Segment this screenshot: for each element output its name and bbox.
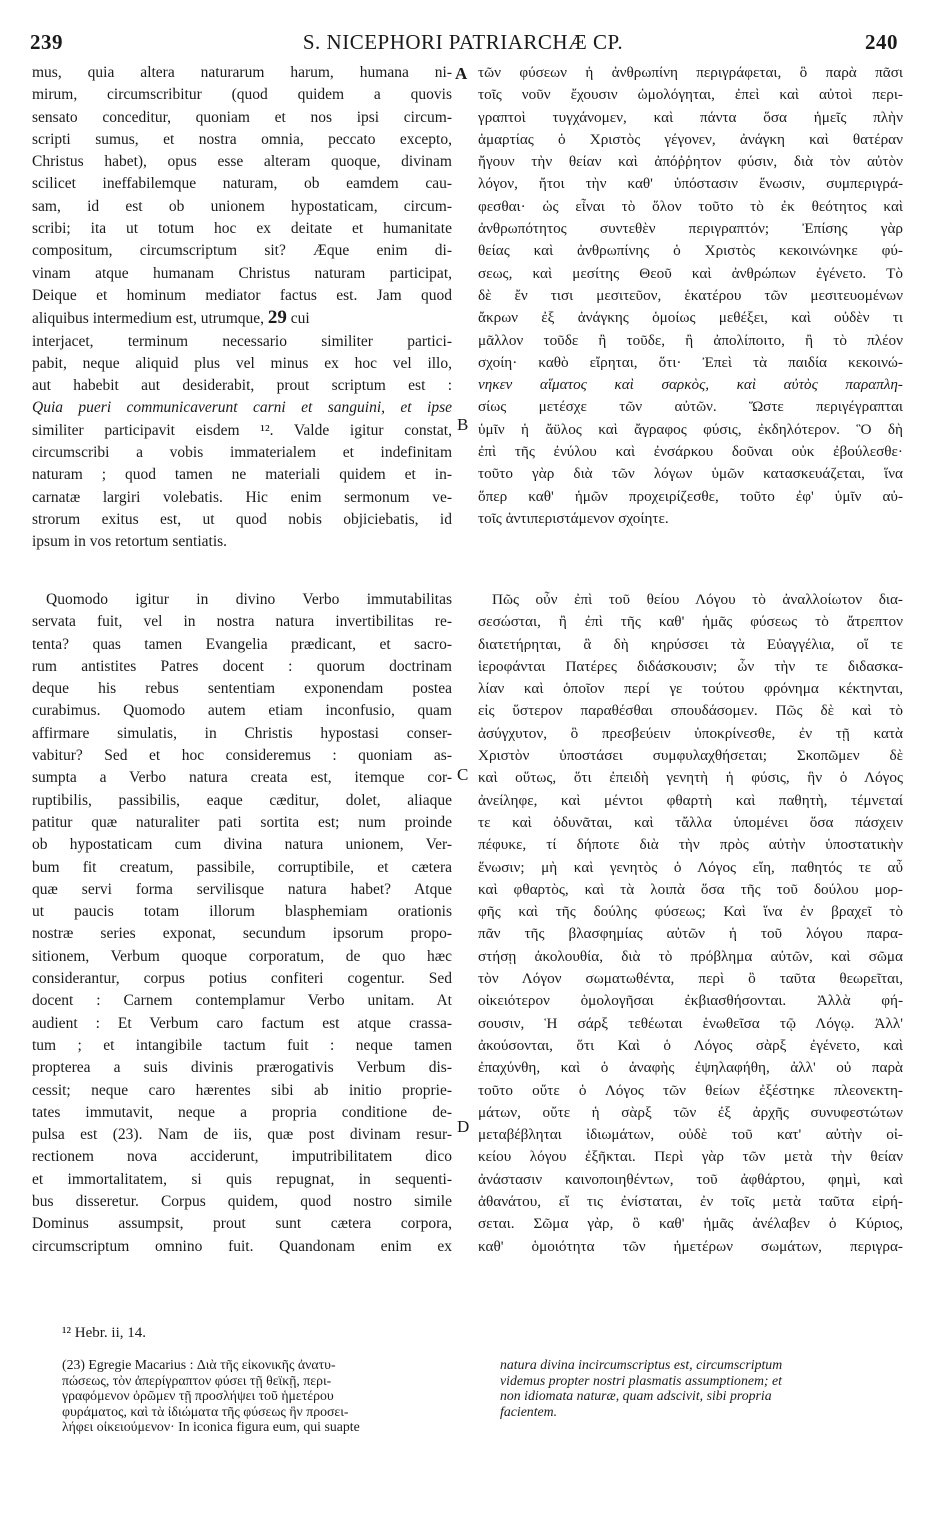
text-line: ut paucis totam illorum blasphemiam orationis: [32, 903, 452, 921]
note-line: (23) Egregie Macarius : Διὰ τῆς εἰκονικῆς ἀνατυ-: [62, 1357, 336, 1372]
text-line: Πῶς οὖν ἐπὶ τοῦ θείου Λόγου τὸ ἀναλλοίωτον δια-: [492, 591, 903, 608]
text-line: patitur quæ naturaliter pati sortita est; num proinde: [32, 813, 452, 831]
note-23-right: [500, 1357, 900, 1419]
margin-marker-a: A: [455, 64, 468, 83]
text-line: ἤγουν τὴν θείαν καὶ ἀπόῤῥητον φύσιν, διὰ τὸν αὐτὸν: [478, 153, 903, 171]
text-line: κείου λόγου ἐξῆκται. Περὶ γὰρ τῶν μετὰ τὴν θείαν: [478, 1148, 903, 1166]
text-line: καθ' ὁμοιότητα τῶν ἡμετέρων σωμάτων, περιγρα-: [478, 1237, 903, 1255]
text-line: bum fit creatum, passibile, corruptibile, et cætera: [32, 858, 452, 876]
margin-marker-b: B: [457, 415, 469, 434]
text-line: τὸν Λόγον σωματωθέντα, περὶ ὃ ταῦτα θεωρεῖται,: [478, 970, 903, 988]
text-line: σεσώσται, ἢ ἐπὶ τῆς καθ' ἡμᾶς φύσεως τὸ ἄτρεπτον: [478, 613, 903, 631]
page-number-right: 240: [865, 30, 898, 54]
text-line: τοῖς νοῦν ἔχουσιν ὡμολόγηται, ἐπεὶ καὶ αὐτοὶ περι-: [478, 86, 903, 104]
text-line: σουσιν, Ἡ σάρξ τεθέωται ἑνωθεῖσα τῷ Λόγῳ. Ἀλλ': [478, 1014, 903, 1032]
latin-column-paragraph-2: [32, 589, 452, 1258]
text-line: carnatæ largiri volebatis. Hic enim sermonum ve-: [32, 488, 452, 506]
text-line: sensato conceditur, quoniam et nos ipsi circum-: [32, 108, 452, 126]
text-line: scribi; ita ut totum hoc ex deitate et humanitate: [32, 220, 452, 238]
text-line-with-column-number: [32, 307, 452, 330]
text-line: στήσῃ ἀκολουθία, διὰ τὸ πρόβλημα αὐτῶν, καὶ σῶμα: [478, 947, 903, 965]
note-line: φυράματος, καὶ τὰ ἰδιώματα τῆς φύσεως ἣν προσει-: [62, 1403, 349, 1419]
text-line: mirum, circumscribitur (quod quidem a quovis: [32, 86, 452, 104]
text-line: sumpta a Verbo natura creata est, itemque cor-: [32, 769, 452, 787]
text-line: Dominus assumpsit, prout sunt cætera corpora,: [32, 1215, 452, 1233]
text-line: curabimus. Quomodo autem etiam inconfusio, quam: [32, 702, 452, 720]
greek-column-paragraph-1: [478, 62, 903, 530]
text-line: similiter participavit eisdem ¹². Valde igitur constat,: [32, 421, 452, 439]
note-line: natura divina incircumscriptus est, circumscriptum: [500, 1357, 783, 1372]
text-line: τοῦτο γὰρ διὰ τῶν λόγων ὑμῶν κατασκευάζεται, ἵνα: [478, 465, 903, 483]
text-line: μᾶλλον τοῦδε ἢ τοῦδε, ἢ ἀπολίποιτο, ἢ τὸ πλέον: [478, 331, 903, 349]
text-line: ἐπὶ τῆς ἐνύλου καὶ ἐνσάρκου δοῦναι οὐκ ἐβούλεσθε·: [478, 443, 903, 461]
text-line: Christus habet), opus esse alteram quoque, divinam: [32, 153, 452, 171]
text-line: naturam ; quod tamen ne materiali quidem et in-: [32, 466, 452, 484]
text-line: Χριστὸν ὑποστάσει συμφυλαχθήσεται; Σκοπῶμεν δὲ: [478, 747, 903, 765]
note-line: facientem.: [500, 1403, 558, 1419]
text-line: scilicet ineffabilemque naturam, ob eamdem cau-: [32, 175, 452, 193]
text-line: τοῦτο οὔτε ὁ Λόγος τῶν θείων ἐξέστηκε πλεονεκτη-: [478, 1081, 903, 1099]
text-line: bus disseretur. Corpus quidem, quod nostro simile: [32, 1193, 452, 1211]
note-line: πώσεως, τὸν ἀπερίγραπτον φύσει τῇ θεϊκῇ, περι-: [62, 1372, 332, 1388]
text-line: σχοίη· καθὸ εἴρηται, ὅτι· Ἐπεὶ τὰ παιδία κεκοινώ-: [478, 353, 903, 371]
note-line: non idiomata naturæ, quam adscivit, sibi propria: [500, 1388, 772, 1403]
running-head: [28, 30, 898, 58]
latin-column-paragraph-1: [32, 62, 452, 554]
text-line: rectionem nova acciderunt, imputribilitatem dico: [32, 1148, 452, 1166]
text-line: ἕνωσιν; μὴ καὶ γενητὸς ὁ Λόγος εἴη, παθητός τε αὖ: [478, 858, 903, 876]
note-line: videmus propter nostri plasmatis assumptionem; et: [500, 1372, 782, 1388]
text-line: λόγον, ἤτοι τὴν καθ' ὑπόστασιν ἕνωσιν, συμπεριγρά-: [478, 175, 903, 193]
note-23-left: [62, 1357, 457, 1435]
text-line: ἀνάστασιν καινοποιηθέντων, τοῦ ἀφθάρτου, φημὶ, καὶ: [478, 1170, 903, 1188]
text-line: φεσθαι· ὡς εἶναι τὸ ὅλον τοῦτο τὸ ἐκ θεότητος καὶ: [478, 197, 903, 215]
text-line: ἁμαρτίας ὁ Χριστὸς γέγονεν, ἀνάγκη καὶ θατέραν: [478, 130, 903, 148]
text-line-italic: Quia pueri communicaverunt carni et sanguini, et ipse: [32, 399, 452, 417]
page-number-left: 239: [30, 30, 63, 54]
text-line: aut habebit aut desiderabit, prout scriptum est :: [32, 377, 452, 395]
text-line: scripti sumus, et nostra omnia, peccato excepto,: [32, 130, 452, 148]
text-line: σεται. Σῶμα γὰρ, ὃ καθ' ἡμᾶς ἀνέλαβεν ὁ Κύριος,: [478, 1215, 903, 1233]
text-line: Quomodo igitur in divino Verbo immutabilitas: [46, 591, 452, 608]
text-line: pabit, neque aliquid plus vel minus ex hoc vel illo,: [32, 354, 452, 372]
note-line: λήφει οἰκειούμενον· In iconica figura eum, qui suapte: [62, 1419, 360, 1434]
text-line: quæ servi forma servilisque natura habet? Atque: [32, 880, 452, 898]
text-line: ὅπερ καθ' ἡμῶν προχειρίζεσθε, τοῦτο ἐφ' ὑμῖν αὐ-: [478, 487, 903, 505]
text-line: nostræ series exponat, secundum ipsorum propo-: [32, 925, 452, 943]
text-line: εἰς ὕστερον παραθέσθαι σπουδάσομεν. Πῶς δὲ καὶ τὸ: [478, 702, 903, 720]
text-line: ob hypostaticam cum divina natura unionem, Ver-: [32, 836, 452, 854]
text-line: Deique et hominum mediator factus est. Jam quod: [32, 286, 452, 304]
text-line: et immortalitatem, si quis repugnat, in sequenti-: [32, 1170, 452, 1188]
text-line: cessit; neque caro hærentes sibi ab initio proprie-: [32, 1081, 452, 1099]
text-line: ἱεροφάνται Πατέρες διδάσκουσιν; ὧν τὴν τε διδασκα-: [478, 657, 903, 675]
text-line: γραπτοὶ τυγχάνομεν, καὶ πάντα ὅσα ἡμεῖς πλὴν: [478, 108, 903, 126]
text-line: circumscriptum omnino fuit. Quandonam enim ex: [32, 1237, 452, 1255]
text-line: ἀκούσονται, ὅτι Καὶ ὁ Λόγος σὰρξ ἐγένετο, καὶ: [478, 1036, 903, 1054]
text-line: λίαν καὶ ὁποῖον περί γε τούτου φρόνημα κέκτηνται,: [478, 680, 903, 698]
text-line: ἀσύγχυτον, ὃ πρεσβεύειν ὑποκρίνεσθε, ἐν τῇ κατὰ: [478, 724, 903, 742]
text-line: πᾶν τῆς βλασφημίας αὐτῶν ἡ τοῦ λόγου παρα-: [478, 925, 903, 943]
text-line: οἰκειότερον ὁμολογῆσαι ἐκβιασθήσονται. Ἀλλὰ φή-: [478, 992, 903, 1010]
text-line: ἀθανάτου, εἴ τις ἐνίσταται, ἐν τοῖς μετὰ ταῦτα εἰρή-: [478, 1193, 903, 1211]
text-line: propterea a suis divinis prærogativis Verbum dis-: [32, 1059, 452, 1077]
text-line: docent : Carnem contemplamur Verbo unitam. At: [32, 992, 452, 1010]
text-line: pulsa est (23). Nam de iis, quæ post divinam resur-: [32, 1126, 452, 1144]
text-line: ἐπαχύνθη, καὶ ὁ ἀναφὴς ἐψηλαφήθη, ἀλλ' οὐ παρὰ: [478, 1059, 903, 1077]
text-line: rum antistites Patres docent : quorum doctrinam: [32, 657, 452, 675]
text-line: interjacet, terminum necessario similiter partici-: [32, 332, 452, 350]
column-number-29: 29: [267, 307, 287, 329]
margin-marker-d: D: [457, 1117, 470, 1136]
text-line: deque his rebus sententiam exponendam postea: [32, 680, 452, 698]
text-fragment: cui: [286, 310, 310, 328]
text-line: καὶ φθαρτὸς, καὶ τὰ λοιπὰ ὅσα τῆς τοῦ δούλου μορ-: [478, 880, 903, 898]
text-line: φῆς καὶ τῆς δούλης φύσεως; Καὶ ἵνα ἐν βραχεῖ τὸ: [478, 903, 903, 921]
text-line: διατετήρηται, ἃ δὴ κηρύσσει τὰ Εὐαγγέλια, οἵ τε: [478, 635, 903, 653]
text-line: tates immutavit, neque a propria conditione de-: [32, 1103, 452, 1121]
running-title: S. NICEPHORI PATRIARCHÆ CP.: [302, 30, 624, 54]
text-line: sitionem, Verbum quoque corporatum, de quo hæc: [32, 947, 452, 965]
text-line: circumscribi a vobis immaterialem et indefinitam: [32, 444, 452, 462]
text-line: μάτων, οὔτε ἡ σὰρξ τῶν ἐξ ἀρχῆς συνυφεστώτων: [478, 1103, 903, 1121]
footnote-12: ¹² Hebr. ii, 14.: [62, 1325, 146, 1341]
text-line: ἀνθρωπότητος συντεθὲν περιγραπτόν; Ἐπίσης γὰρ: [478, 220, 903, 238]
text-line: θείας καὶ ἀνθρωπίνης ὁ Χριστὸς κεκοινώνηκε φύ-: [478, 242, 903, 260]
text-line: vinam atque humanam Christus naturam participat,: [32, 264, 452, 282]
text-line: servata fuit, vel in nostra natura invertibilitas re-: [32, 613, 452, 631]
text-line: tenta? quas tamen Evangelia prædicant, et sacro-: [32, 635, 452, 653]
margin-marker-c: C: [457, 765, 469, 784]
text-line: considerantur, corpus potius confiteri cogentur. Sed: [32, 970, 452, 988]
text-line: ἀνείληφε, καὶ μέντοι φθαρτὴ καὶ παθητὴ, τέμνεταί: [478, 791, 903, 809]
text-line: τε καὶ ὀδυνᾶται, καὶ τἄλλα ὑπομένει ὅσα πάσχειν: [478, 813, 903, 831]
text-line: mus, quia altera naturarum harum, humana ni-: [32, 64, 452, 81]
greek-column-paragraph-2: [478, 589, 903, 1258]
text-line-italic: νηκεν αἵματος καὶ σαρκὸς, καὶ αὐτὸς παραπλη-: [478, 376, 903, 394]
text-line: ipsum in vos retortum sentiatis.: [32, 533, 228, 551]
text-line: sam, id est ob unionem hypostaticam, circum-: [32, 197, 452, 215]
text-line: tum ; et intangibile tactum fuit : neque tamen: [32, 1036, 452, 1054]
text-line: ὑμῖν ἡ ἄϋλος καὶ ἄγραφος φύσις, ἐκδηλότερον. Ὃ δὴ: [478, 420, 903, 438]
text-line: vabitur? Sed et hoc consideremus : quoniam as-: [32, 747, 452, 765]
text-line: τοῖς ἀντιπεριστάμενον σχοίητε.: [478, 509, 669, 527]
text-line: καὶ οὕτως, ὅτι ἐπειδὴ γενητὴ ἡ φύσις, ἣν ὁ Λόγος: [478, 769, 903, 787]
text-line: δὲ ἔν τισι μεσιτεῦον, ἑκατέρου τῶν μεσιτευομένων: [478, 286, 903, 304]
text-line: πέφυκε, τί δήποτε διὰ τὴν πρὸς αὐτὴν ὑποστατικὴν: [478, 836, 903, 854]
text-line: affirmare simulatis, in Christis hypostasi conser-: [32, 724, 452, 742]
text-fragment: aliquibus intermedium est, utrumque,: [32, 310, 265, 328]
text-line: compositum, circumscriptum sit? Æque enim di-: [32, 242, 452, 260]
text-line: audient : Et Verbum caro factum est atque crassa-: [32, 1014, 452, 1032]
text-line: σεως, καὶ μεσίτης Θεοῦ καὶ ἀνθρώπων ἐγένετο. Τὸ: [478, 264, 903, 282]
text-line: strorum exitus est, ut quod nobis objiciebatis, id: [32, 510, 452, 528]
text-line: μεταβέβληται ἰδιωμάτων, οὐδὲ τοῦ κατ' αὐτὴν οἰ-: [478, 1126, 903, 1144]
text-line: ἄκρων ἐξ ἀνάγκης ὁμοίως μεθέξει, καὶ οὐδὲν τι: [478, 309, 903, 327]
note-line: γραφόμενον ὁρῶμεν τῇ προσλήψει τοῦ ἡμετέρου: [62, 1388, 334, 1403]
text-line: ruptibilis, passibilis, eaque cæditur, dolet, aliaque: [32, 791, 452, 809]
text-line: τῶν φύσεων ἡ ἀνθρωπίνη περιγράφεται, ὃ παρὰ πᾶσι: [478, 64, 903, 81]
text-line: σίως μετέσχε τῶν αὐτῶν. Ὥστε περιγέγραπται: [478, 398, 903, 416]
